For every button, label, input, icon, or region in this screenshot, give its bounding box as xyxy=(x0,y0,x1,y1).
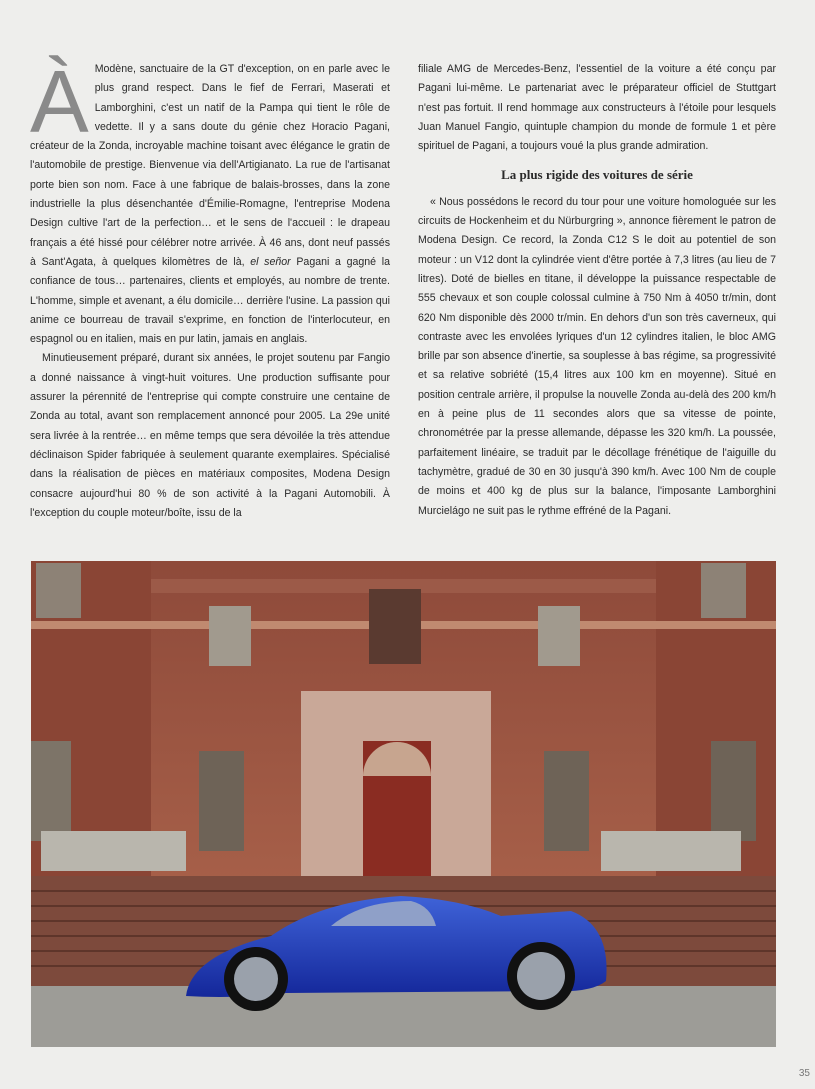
car-photo-icon xyxy=(31,561,776,1047)
drop-cap: À xyxy=(30,52,89,151)
car-photo xyxy=(31,561,776,1047)
article-paragraph: filiale AMG de Mercedes-Benz, l'essentiel de la voiture a été conçu par Pagani lui-même. Le partenariat avec le préparateur officiel de Stuttgart n'est pas fortuit. Il rend hommage aux constructeurs à l'étoile pour lesquels Juan Manuel Fangio, quintuple champion du monde de formule 1 et père spirituel de Pagani, a toujours voué la plus grande admiration. xyxy=(418,63,776,153)
article-column-right xyxy=(418,60,776,521)
article-paragraph: Minutieusement préparé, durant six années, le projet soutenu par Fangio a donné naissance à vingt-huit voitures. Une production suffisante pour assurer la pérennité de l'entreprise qui compte construire une centaine de Zonda au total, avant son remplacement annoncé pour 2005. La 29e unité sera livrée à la rentrée… en même temps que sera dévoilée la très attendue déclinaison Spider fabriquée à seulement quarante exemplaires. Spécialisé dans la réalisation de pièces en matériaux composites, Modena Design consacre aujourd'hui 80 % de son activité à la Pagani Automobili. À l'exception du couple moteur/boîte, issu de la xyxy=(30,352,390,519)
italic-text: el señor xyxy=(250,255,291,268)
article-column-left xyxy=(30,52,390,523)
paragraph-text: Modène, sanctuaire de la GT d'exception, on en parle avec le plus grand respect. Dans le fief de Ferrari, Maserati et Lamborghini, c'est un natif de la Pampa qui tient le rôle de vedette. Il y a sans doute du génie chez Horacio Pagani, créateur de la Zonda, incroyable machine toisant avec élégance le gratin de l'automobile de prestige. Bienvenue via dell'Artigianato. La rue de l'artisanat porte bien son nom. Face à une fabrique de balais-brosses, dans la zone industrielle la plus désenchantée d'Émilie-Romagne, l'entreprise Modena Design cultive l'art de la perfection… et le sens de l'accueil : le drapeau français a été hissé pour célébrer notre arrivée. À 46 ans, dont neuf passés à Sant'Agata, à quelques kilomètres de là, xyxy=(30,63,390,268)
section-heading: La plus rigide des voitures de série xyxy=(501,167,693,183)
paragraph-text: Pagani a gagné la confiance de tous… partenaires, clients et employés, au nombre de trente. L'homme, simple et avenant, a élu domicile… derrière l'usine. La passion qui anime ce bourreau de travail s'exprime, en fonction de l'interlocuteur, en espagnol ou en italien, mais en pur latin, jamais en anglais. xyxy=(30,255,390,346)
article-paragraph xyxy=(30,52,390,349)
page-number: 35 xyxy=(798,1068,810,1079)
article-paragraph: « Nous possédons le record du tour pour une voiture homologuée sur les circuits de Hockenheim et du Nürburgring », annonce fièrement le patron de Modena Design. Ce record, la Zonda C12 S le doit au potentiel de son moteur : un V12 dont la cylindrée vient d'être portée à 7,3 litres (au lieu de 7 litres). Doté de bielles en titane, il développe la puissance respectable de 555 chevaux et son couple colossal culmine à 750 Nm à 4050 tr/min, dont 620 Nm disponible dès 2000 tr/min. En dehors d'un son très caverneux, qui contraste avec les envolées lyriques d'un 12 cylindres italien, le bloc AMG brille par son absence d'inertie, sa souplesse à bas régime, sa progressivité et sa relative sobriété (15,4 litres aux 100 km en moyenne). Situé en position centrale arrière, il propulse la nouvelle Zonda au-delà des 200 km/h en à peine plus de 11 secondes alors que sa vitesse de pointe, chronométrée par la presse allemande, dépasse les 320 km/h. La poussée, parfaitement linéaire, se traduit par le décollage frénétique de l'aiguille du tachymètre, gradué de 30 en 30 jusqu'à 390 km/h. Avec 100 Nm de couple de moins et 400 kg de plus sur la balance, l'imposante Lamborghini Murcielágo ne suit pas le rythme effréné de la Pagani. xyxy=(418,195,776,517)
